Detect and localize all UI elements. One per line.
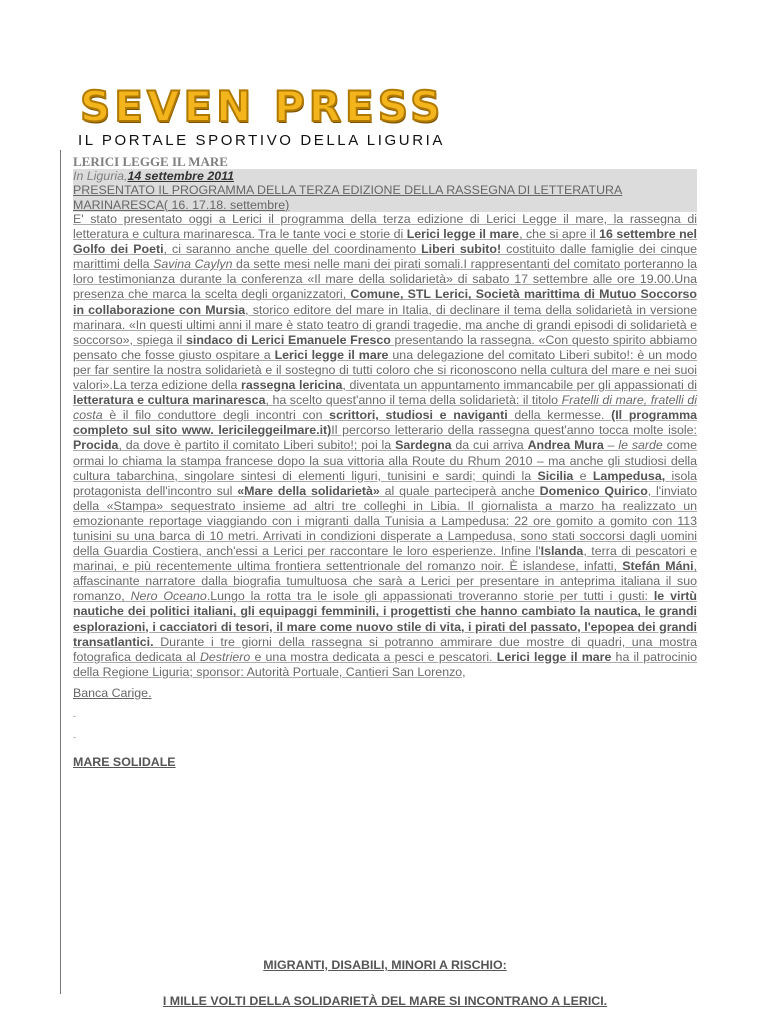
emphasis-text: sindaco di Lerici Emanuele Fresco [186, 332, 391, 347]
emphasis-text: Lerici legge il mare [406, 227, 520, 242]
italic-text: Destriero [199, 649, 251, 664]
logo-tagline: IL PORTALE SPORTIVO DELLA LIGURIA [78, 132, 446, 149]
emphasis-text: letteratura e cultura marinaresca [73, 393, 266, 408]
emphasis-text: Stefán Máni [622, 559, 694, 574]
emphasis-text: 16 settembre nel Golfo dei Poeti [73, 227, 697, 257]
emphasis-text: rassegna lericina [241, 378, 343, 393]
body-text: , da dove è partito il comitato Liberi subito!; poi la [118, 438, 396, 453]
emphasis-text: «Mare della solidarietà» [237, 483, 380, 498]
body-text: Durante i tre giorni della rassegna si potranno ammirare due mostre di quadri, una mostra fotografica dedicata al [73, 634, 697, 664]
body-text: isola protagonista dell'incontro sul [73, 468, 697, 498]
body-text: .Lungo la rotta tra le isole gli appassionati troveranno storie per tutti i gusti: [206, 589, 654, 604]
italic-text: Nero Oceano [130, 589, 207, 604]
category-label: In Liguria [73, 169, 124, 183]
italic-text: Savina Caylyn [153, 257, 233, 272]
body-text: da sette mesi nelle mani dei pirati somali.I rappresentanti del comitato porteranno la loro testimonianza durante la conferenza «Il mare della solidarietà» di sabato 17 settembre alle ore 19.00.Una presenza che marca la scelta degli organizzatori, [73, 257, 698, 302]
emphasis-text: (Il programma completo sul sito www. lericileggeilmare.it) [73, 408, 697, 438]
body-text: , storico editore del mare in Italia, di declinare il tema della solidarietà in versione marinara. «In questi ultimi anni il mare è stato teatro di grandi tragedie, ma anche di grandi episodi di solidarietà e soccorso», spiega il [73, 302, 697, 347]
emphasis-text: Islanda [540, 544, 584, 559]
italic-text: le sarde [618, 438, 663, 453]
body-text: Il percorso letterario della rassegna quest'anno tocca molte isole: [331, 423, 697, 438]
article-meta: In Liguria,14 settembre 2011 [73, 169, 234, 183]
body-text: , ci saranno anche quelle del coordinamento [163, 242, 422, 257]
body-text: , l'inviato della «Stampa» sequestrato insieme ad altri tre colleghi in Libia. Il giornalista a marzo ha realizzato un emozionante reportage viaggiando con i migranti dalla Tunisia a Lampedusa: 22 ore gomito a gomito con 113 tunisini su una barca di 10 metri. Arrivati in condizioni disperate a Lampedusa, sono stati soccorsi dagli uomini della Guardia Costiera, anch'essi a Lerici per raccontare le loro esperienze. Infine l' [73, 483, 697, 559]
body-text: costituito dalle famiglie dei cinque marittimi della [73, 242, 697, 272]
body-text: come ormai lo chiama la stampa francese dopo la sua vittoria alla Route du Rhum 2010 – ma anche gli studiosi della cultura tabarchina, singolare sintesi di elementi liguri, tunisini e sardi; quindi la [73, 438, 697, 483]
emphasis-text: Domenico Quirico [539, 483, 648, 498]
left-rule [60, 150, 61, 994]
emphasis-text: Lerici legge il mare [496, 649, 612, 664]
article-subtitle: PRESENTATO IL PROGRAMMA DELLA TERZA EDIZIONE DELLA RASSEGNA DI LETTERATURA MARINARESCA( 16. 17.18. settembre) [73, 183, 623, 212]
section-heading: MARE SOLIDALE [73, 755, 176, 770]
section-heading: MIGRANTI, DISABILI, MINORI A RISCHIO: [263, 958, 507, 973]
article-title: LERICI LEGGE IL MARE [73, 154, 228, 169]
emphasis-text: scrittori, studiosi e naviganti [329, 408, 508, 423]
body-text: presentando la rassegna. «Con questo spirito abbiamo pensato che fosse giusto ospitare a [73, 332, 697, 362]
emphasis-text: Lampedusa, [592, 468, 666, 483]
emphasis-text: Liberi subito! [421, 242, 502, 257]
body-text: e una mostra dedicata a pesci e pescatori. [250, 649, 497, 664]
body-text: , terra di pescatori e marinai, e più recentemente ultima frontiera settentrionale del romanzo noir. È islandese, infatti, [73, 544, 697, 574]
emphasis-text: Comune, STL Lerici, Società marittima di Mutuo Soccorso in collaborazione con Mursia [73, 287, 697, 317]
article-body-end: Banca Carige. [73, 685, 152, 700]
article-header-band [73, 169, 697, 212]
body-text: è il filo conduttore degli incontri con [102, 408, 330, 423]
body-text: , affascinante narratore dalla biografia tumultuosa che sarà a Lerici per presentare in anteprima italiana il suo romanzo, [73, 559, 697, 604]
emphasis-text: Sicilia [537, 468, 574, 483]
body-text: E' stato presentato oggi a Lerici il programma della terza edizione di Lerici Legge il mare, la rassegna di letteratura e cultura marinaresca. Tra le tante voci e storie di [73, 212, 697, 242]
article [73, 155, 697, 1009]
logo-wordmark: SEVEN PRESS [80, 82, 445, 131]
emphasis-text: Procida [73, 438, 119, 453]
body-text: e [573, 468, 593, 483]
article-body [73, 212, 697, 680]
emphasis-text: Lerici legge il mare [274, 347, 389, 362]
body-text: , che si apre il [519, 227, 600, 242]
body-text: una delegazione del comitato Liberi subito!: è un modo per far sentire la nostra solidarietà e il sostegno di tutti coloro che si riconoscono nella cultura del mare e nei suoi valori».La terza edizione della [73, 347, 697, 393]
emphasis-text: Sardegna [395, 438, 452, 453]
section-heading: I MILLE VOLTI DELLA SOLIDARIETÀ DEL MARE SI INCONTRANO A LERICI. [162, 994, 608, 1009]
body-text: ha il patrocinio della Regione Liguria; sponsor: Autorità Portuale, Cantieri San Lorenzo, [73, 649, 697, 679]
body-text: – [603, 438, 619, 453]
separator-dash: - [73, 732, 76, 743]
emphasis-text: Andrea Mura [527, 438, 604, 453]
emphasis-text: le virtù nautiche dei politici italiani, gli equipaggi femminili, i progettisti che hanno cambiato la nautica, le grandi esplorazioni, i cacciatori di tesori, il mare come nuovo stile di vita, i pirati del passato, l'epopea dei grandi transatlantici. [73, 589, 697, 649]
date-link[interactable]: 14 settembre 2011 [127, 169, 234, 183]
site-logo[interactable] [76, 82, 456, 149]
separator-dash: - [73, 711, 76, 721]
body-text: al quale parteciperà anche [379, 483, 540, 498]
body-text: da cui arriva [451, 438, 528, 453]
body-text: , diventata un appuntamento immancabile per gli appassionati di [342, 378, 697, 393]
body-text: , ha scelto quest'anno il tema della solidarietà: il titolo [265, 393, 562, 408]
body-text: della kermesse. [507, 408, 612, 423]
italic-text: Fratelli di mare, fratelli di costa [73, 393, 697, 423]
